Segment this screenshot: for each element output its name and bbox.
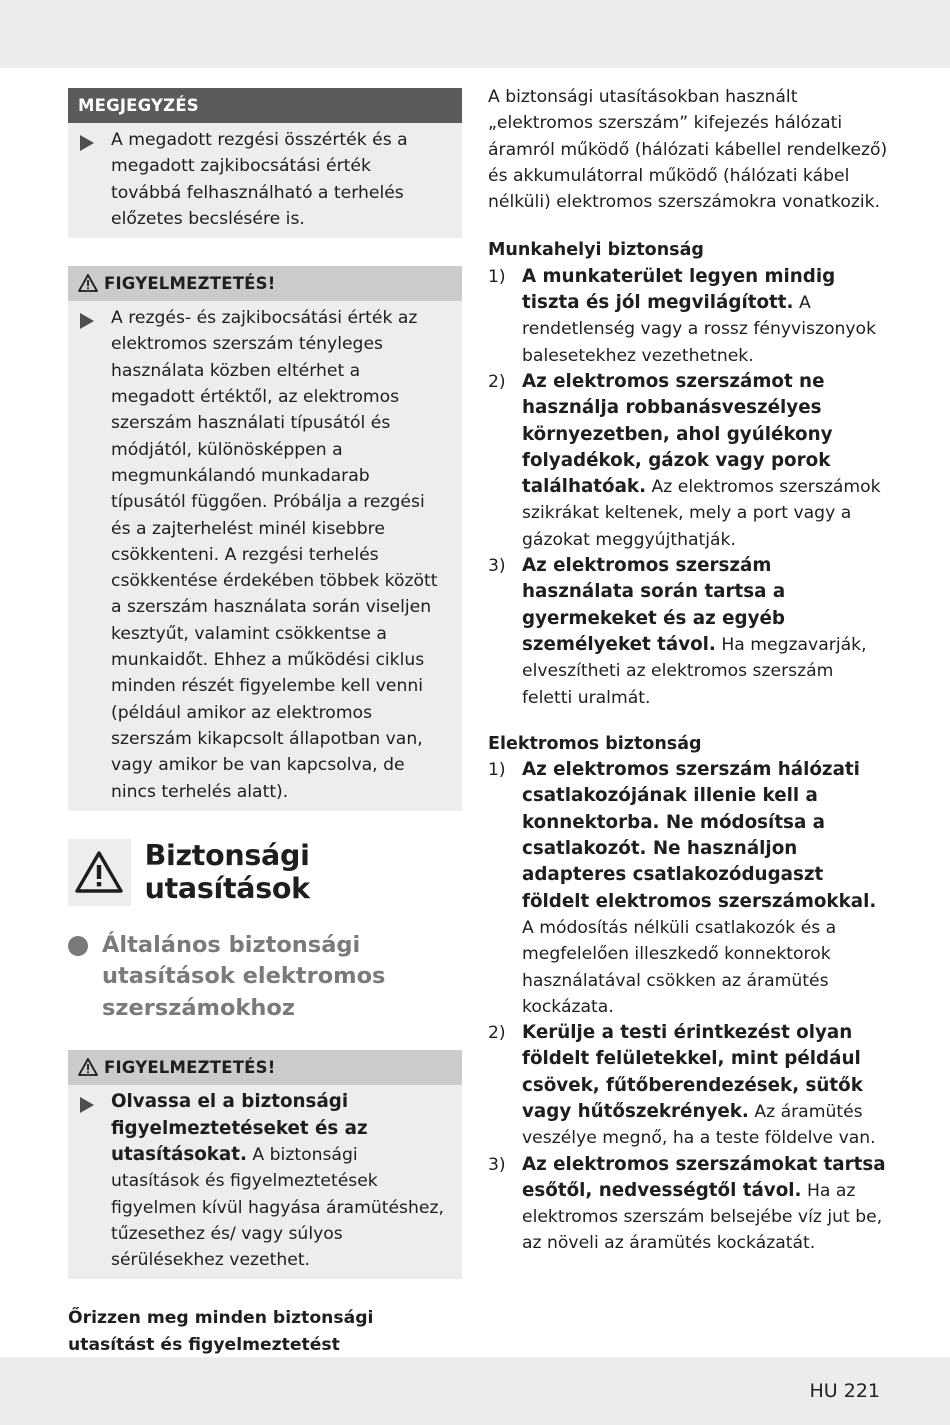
warning-heading — [68, 1050, 462, 1085]
warning-box-vibration — [68, 266, 462, 811]
list-item — [488, 1152, 888, 1257]
list-item — [488, 553, 888, 711]
section-title-text: Biztonsági utasítások — [144, 839, 310, 906]
bullet-dot-icon — [68, 936, 88, 956]
item-text: Az áramütés veszélye megnő, ha a teste földelve van. — [522, 1101, 876, 1149]
note-heading: MEGJEGYZÉS — [68, 88, 462, 123]
warning-box-read-instructions — [68, 1050, 462, 1279]
warning-triangle-icon — [68, 839, 131, 906]
bullet-triangle-icon — [80, 313, 94, 329]
item-text: Ha megzavarják, elveszítheti az elektromos szerszám feletti uralmát. — [522, 634, 867, 708]
bullet-triangle-icon — [80, 135, 94, 151]
item-number: 1) — [488, 760, 506, 781]
page-number: HU 221 — [809, 1380, 880, 1402]
item-text: A rendetlenség vagy a rossz fényviszonyok balesetekhez vezethetnek. — [522, 293, 877, 366]
warning-text: A biztonsági utasítások és figyelmeztetések figyelmen kívül hagyása áramütéshez, tűzesethez és/ vagy súlyos sérülésekhez vezethet. — [111, 1144, 444, 1271]
item-text: Az elektromos szerszámok szikrákat keltenek, mely a port vagy a gázokat meggyújthatják. — [522, 477, 881, 550]
warning-triangle-icon — [78, 274, 98, 292]
warning-bold-text: Olvassa el a biztonsági figyelmeztetéseket és az utasításokat. — [111, 1091, 368, 1165]
header-band — [0, 0, 950, 68]
list-item — [488, 757, 888, 1020]
item-bold-text: Kerülje a testi érintkezést olyan földelt felületekkel, mint például csövek, fűtőberendezések, sütők vagy hűtőszekrények. — [522, 1022, 863, 1122]
keep-instructions-note: Őrizzen meg minden biztonsági utasítást és figyelmeztetést — [68, 1308, 374, 1355]
warning-heading-text: FIGYELMEZTETÉS! — [104, 274, 276, 294]
list-item — [488, 369, 888, 553]
right-column — [488, 84, 888, 1257]
item-number: 3) — [488, 556, 506, 577]
left-column — [68, 88, 462, 1411]
bullet-triangle-icon — [80, 1097, 94, 1113]
item-bold-text: Az elektromos szerszám használata során tartsa a gyermekeket és az egyéb személyeket távol. — [522, 555, 786, 655]
item-number: 2) — [488, 371, 506, 392]
item-number: 2) — [488, 1023, 506, 1044]
item-bold-text: Az elektromos szerszámokat tartsa esőtől, nedvességtől távol. — [522, 1153, 886, 1201]
section-title — [68, 839, 462, 906]
item-bold-text: A munkaterület legyen mindig tiszta és jól megvilágított. — [522, 265, 836, 314]
item-bold-text: Az elektromos szerszám hálózati csatlakozójának illenie kell a konnektorba. Ne módosítsa a csatlakozót. Ne használjon adapteres csatlakozódugaszt földelt elektromos szerszámokkal. — [522, 759, 877, 912]
electrical-heading: Elektromos biztonság — [488, 733, 702, 754]
list-item — [488, 1020, 888, 1151]
section-subtitle — [68, 930, 462, 1025]
warning-heading — [68, 266, 462, 301]
note-box — [68, 88, 462, 238]
intro-paragraph: A biztonsági utasításokban használt „elektromos szerszám” kifejezés hálózati áramról működő (hálózati kábellel rendelkező) és akkumulátorral működő (hálózati kábel nélküli) elektromos szerszámokra vonatkozik. — [488, 87, 888, 213]
item-text: A módosítás nélküli csatlakozók és a megfelelően illeszkedő konnektorok használatával csökken az áramütés kockázata. — [522, 917, 837, 1017]
item-number: 1) — [488, 266, 506, 287]
workplace-heading: Munkahelyi biztonság — [488, 240, 704, 261]
list-item — [488, 264, 888, 369]
section-subtitle-text: Általános biztonsági utasítások elektromos szerszámokhoz — [102, 931, 386, 1021]
warning-heading-text: FIGYELMEZTETÉS! — [104, 1058, 276, 1078]
note-body — [68, 123, 462, 238]
warning-text: A rezgés- és zajkibocsátási érték az elektromos szerszám tényleges használata közben eltérhet a megadott értéktől, az elektromos szerszám használati típusától és módjától, különösképpen a megmunkálandó munkadarab típusától függően. Próbálja a rezgési és a zajterhelést minél kisebbre csökkenteni. A rezgési terhelés csökkentése érdekében többek között a szerszám használata során viseljen kesztyűt, valamint csökkentse a munkaidőt. Ehhez a működési ciklus minden részét figyelembe kell venni (például amikor az elektromos szerszám kikapcsolt állapotban van, vagy amikor be van kapcsolva, de nincs terhelés alatt). — [111, 308, 438, 802]
warning-body — [68, 301, 462, 811]
warning-triangle-icon — [78, 1058, 98, 1076]
item-text: Ha az elektromos szerszám belsejébe víz jut be, az növeli az áramütés kockázatát. — [522, 1180, 883, 1254]
warning-body — [68, 1085, 462, 1279]
note-text: A megadott rezgési összérték és a megadott zajkibocsátási érték továbbá felhasználható a terhelés előzetes becslésére is. — [111, 130, 408, 229]
item-bold-text: Az elektromos szerszámot ne használja robbanásveszélyes környezetben, ahol gyúlékony folyadékok, gázok vagy porok találhatóak. — [522, 370, 833, 498]
item-number: 3) — [488, 1154, 506, 1175]
footer-band — [0, 1357, 950, 1425]
